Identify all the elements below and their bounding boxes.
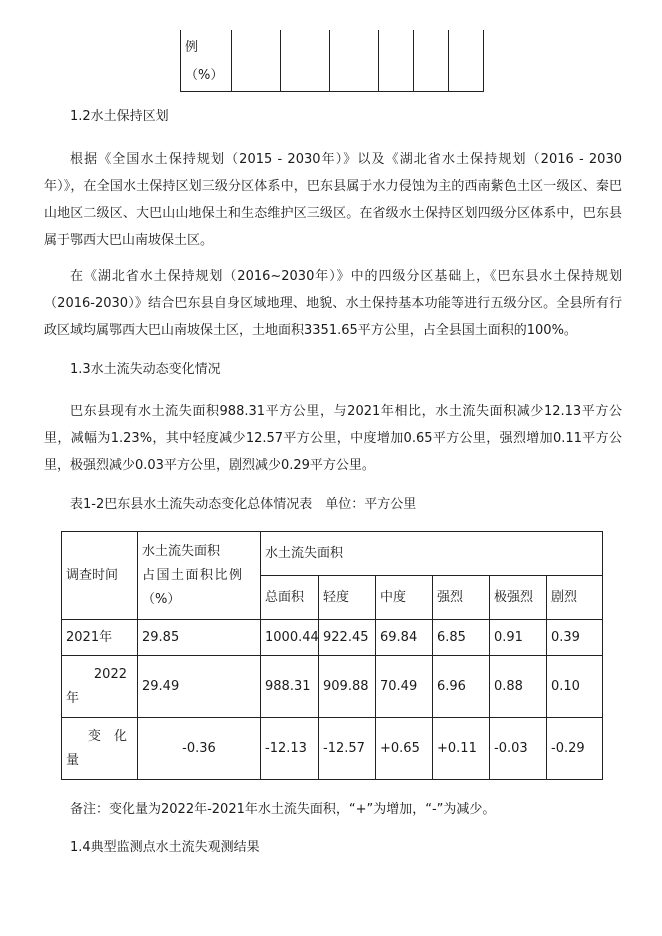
prev-table-cell (232, 30, 281, 92)
subheader-intense: 强烈 (433, 576, 490, 620)
section-heading-1-2: 1.2水土保持区划 (70, 109, 169, 124)
header-ratio-line3: （%） (142, 592, 181, 607)
row-change-time-line2: 量 (66, 752, 80, 768)
row-2022-very-intense: 0.88 (490, 656, 547, 718)
subheader-very-intense: 极强烈 (490, 576, 547, 620)
row-change-total: -12.13 (261, 718, 319, 780)
header-ratio-line1: 水土流失面积 (142, 544, 221, 559)
table-row (62, 620, 603, 656)
row-2022-total: 988.31 (261, 656, 319, 718)
row-2022-light: 909.88 (319, 656, 376, 718)
row-2022-time-line1: 2022 (93, 666, 127, 682)
paragraph-1-2-b: 在《湖北省水土保持规划（2016~2030年）》中的四级分区基础上，《巴东县水土保持规划（2016-2030）》结合巴东县自身区域地理、地貌、水土保持基本功能等进行五级分区。全县所有行政区域均属鄂西大巴山南坡保土区，土地面积3351.65平方公里，占全县国土面积的100%。 (44, 269, 622, 338)
row-change-very-intense: -0.03 (490, 718, 547, 780)
header-erosion-area: 水土流失面积 (261, 532, 603, 576)
table-row (62, 718, 603, 780)
subheader-severe: 剧烈 (547, 576, 603, 620)
row-2021-intense: 6.85 (433, 620, 490, 656)
paragraph-1-3: 巴东县现有水土流失面积988.31平方公里，与2021年相比，水土流失面积减少12.13平方公里，减幅为1.23%，其中轻度减少12.57平方公里，中度增加0.65平方公里，强烈增加0.11平方公里，极强烈减少0.03平方公里，剧烈减少0.29平方公里。 (44, 404, 622, 473)
header-erosion-ratio (138, 532, 261, 620)
soil-erosion-table (61, 531, 603, 780)
row-2021-very-intense: 0.91 (490, 620, 547, 656)
header-survey-time: 调查时间 (62, 532, 138, 620)
table-row (62, 656, 603, 718)
row-2021-severe: 0.39 (547, 620, 603, 656)
paragraph-1-2-a: 根据《全国水土保持规划（2015 - 2030年）》以及《湖北省水土保持规划（2016 - 2030年）》，在全国水土保持区划三级分区体系中，巴东县属于水力侵蚀为主的西南紫色土区一级区、秦巴山地区二级区、大巴山山地保土和生态维护区三级区。在省级水土保持区划四级分区体系中，巴东县属于鄂西大巴山南坡保土区。 (44, 152, 622, 248)
subheader-light: 轻度 (319, 576, 376, 620)
row-2022-time-line2: 年 (66, 690, 80, 706)
row-change-time (62, 718, 138, 780)
prev-table-cell (330, 30, 379, 92)
subheader-total: 总面积 (261, 576, 319, 620)
table-caption: 表1-2巴东县水土流失动态变化总体情况表 单位：平方公里 (70, 497, 417, 512)
prev-table-fragment (180, 30, 484, 92)
section-heading-1-3: 1.3水土流失动态变化情况 (70, 362, 221, 377)
row-change-moderate: +0.65 (376, 718, 433, 780)
row-2022-moderate: 70.49 (376, 656, 433, 718)
row-2021-total: 1000.44 (261, 620, 319, 656)
prev-table-cell (414, 30, 449, 92)
row-2021-moderate: 69.84 (376, 620, 433, 656)
row-2022-severe: 0.10 (547, 656, 603, 718)
row-change-light: -12.57 (319, 718, 376, 780)
row-change-severe: -0.29 (547, 718, 603, 780)
row-2021-time: 2021年 (62, 620, 138, 656)
table-note: 备注：变化量为2022年-2021年水土流失面积，“+”为增加，“-”为减少。 (70, 802, 496, 817)
header-ratio-line2: 占国土面积比例 (142, 568, 244, 583)
row-2022-intense: 6.96 (433, 656, 490, 718)
row-2022-ratio: 29.49 (138, 656, 261, 718)
prev-table-label-cell (181, 30, 232, 92)
row-2021-light: 922.45 (319, 620, 376, 656)
row-change-intense: +0.11 (433, 718, 490, 780)
prev-table-cell (449, 30, 484, 92)
subheader-moderate: 中度 (376, 576, 433, 620)
section-heading-1-4: 1.4典型监测点水土流失观测结果 (70, 840, 260, 855)
row-2021-ratio: 29.85 (138, 620, 261, 656)
prev-table-cell (281, 30, 330, 92)
row-2022-time (62, 656, 138, 718)
prev-table-label-line1: 例 (185, 40, 199, 55)
prev-table-label-line2: （%） (185, 68, 224, 83)
row-change-time-line1: 变 化 (87, 728, 127, 744)
row-change-ratio: -0.36 (138, 718, 261, 780)
prev-table-cell (379, 30, 414, 92)
